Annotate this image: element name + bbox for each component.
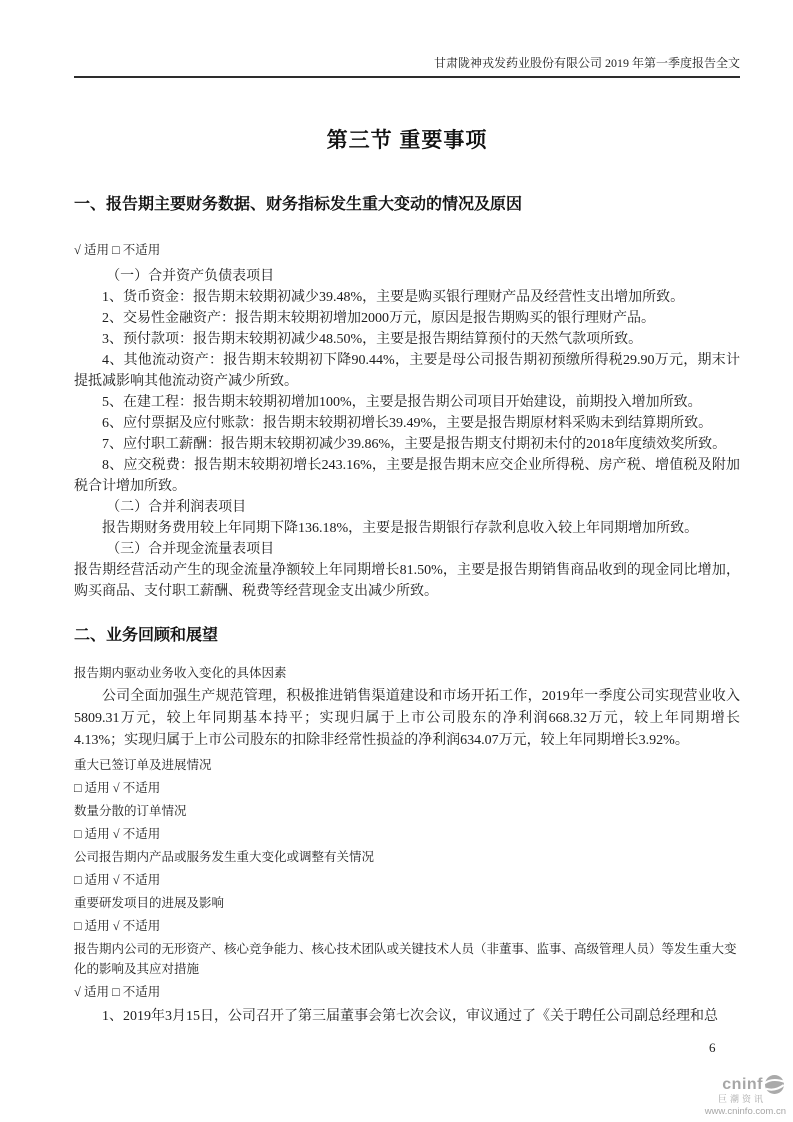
qa-applicable-intangible-assets: √ 适用 □ 不适用 bbox=[74, 985, 161, 999]
subsection-cash-flow-label: （三）合并现金流量表项目 bbox=[106, 542, 275, 557]
page-title: 第三节 重要事项 bbox=[326, 129, 488, 152]
cninfo-chinese-name: 巨潮资讯 bbox=[717, 1094, 766, 1104]
qa-applicable-signed-orders: □ 适用 √ 不适用 bbox=[74, 781, 161, 795]
subsection-balance-sheet-label: （一）合并资产负债表项目 bbox=[106, 269, 275, 284]
cninfo-brand-text: cninf bbox=[722, 1075, 763, 1093]
balance-sheet-item-3: 3、预付款项：报告期末较期初减少48.50%，主要是报告期结算预付的天然气款项所致。 bbox=[102, 332, 643, 347]
balance-sheet-item-7: 7、应付职工薪酬：报告期末较期初减少39.86%，主要是报告期支付期初未付的2018年度绩效奖所致。 bbox=[102, 437, 727, 452]
qa-label-scattered-orders: 数量分散的订单情况 bbox=[74, 804, 187, 818]
income-statement-note: 报告期财务费用较上年同期下降136.18%，主要是报告期银行存款利息收入较上年同期增加所致。 bbox=[102, 521, 699, 536]
cninfo-logo-row bbox=[677, 1074, 787, 1095]
qa-applicable-product-changes: □ 适用 √ 不适用 bbox=[74, 873, 161, 887]
balance-sheet-item-5: 5、在建工程：报告期末较期初增加100%，主要是报告期公司项目开始建设，前期投入增加所致。 bbox=[102, 395, 702, 410]
cninfo-logo bbox=[677, 1074, 787, 1117]
qa-applicable-scattered-orders: □ 适用 √ 不适用 bbox=[74, 827, 161, 841]
page-number: 6 bbox=[709, 1040, 716, 1055]
balance-sheet-item-2: 2、交易性金融资产：报告期末较期初增加2000万元，原因是报告期购买的银行理财产品。 bbox=[102, 311, 655, 326]
qa-label-rd-projects: 重要研发项目的进展及影响 bbox=[74, 896, 225, 910]
balance-sheet-item-4: 4、其他流动资产：报告期末较期初下降90.44%，主要是母公司报告期初预缴所得税29.90万元，期末计提抵减影响其他流动资产减少所致。 bbox=[74, 353, 740, 389]
balance-sheet-item-6: 6、应付票据及应付账款：报告期末较期初增长39.49%，主要是报告期原材料采购未到结算期所致。 bbox=[102, 416, 713, 431]
balance-sheet-item-1: 1、货币资金：报告期末较期初减少39.48%，主要是购买银行理财产品及经营性支出增加所致。 bbox=[102, 290, 685, 305]
qa-label-product-changes: 公司报告期内产品或服务发生重大变化或调整有关情况 bbox=[74, 850, 375, 864]
page-header bbox=[74, 55, 740, 78]
qa-label-signed-orders: 重大已签订单及进展情况 bbox=[74, 758, 212, 772]
header-title: 甘肃陇神戎发药业股份有限公司 2019 年第一季度报告全文 bbox=[433, 56, 740, 70]
page-content bbox=[74, 55, 740, 1027]
revenue-driver-label: 报告期内驱动业务收入变化的具体因素 bbox=[74, 666, 287, 680]
cninfo-url: www.cninfo.com.cn bbox=[704, 1106, 786, 1117]
cash-flow-note: 报告期经营活动产生的现金流量净额较上年同期增长81.50%，主要是报告期销售商品收到的现金同比增加，购买商品、支付职工薪酬、税费等经营现金支出减少所致。 bbox=[74, 563, 740, 599]
section1-heading: 一、报告期主要财务数据、财务指标发生重大变动的情况及原因 bbox=[74, 196, 523, 213]
section1-applicable-line: √ 适用 □ 不适用 bbox=[74, 243, 161, 257]
board-meeting-paragraph: 1、2019年3月15日，公司召开了第三届董事会第七次会议，审议通过了《关于聘任公司副总经理和总 bbox=[102, 1009, 718, 1024]
section2-heading: 二、业务回顾和展望 bbox=[74, 627, 219, 644]
balance-sheet-item-8: 8、应交税费：报告期末较期初增长243.16%，主要是报告期末应交企业所得税、房产税、增值税及附加税合计增加所致。 bbox=[74, 458, 740, 494]
qa-applicable-rd-projects: □ 适用 √ 不适用 bbox=[74, 919, 161, 933]
business-review-paragraph: 公司全面加强生产规范管理，积极推进销售渠道建设和市场开拓工作，2019年一季度公司实现营业收入5809.31万元，较上年同期基本持平；实现归属于上市公司股东的净利润668.32万元，较上年同期增长4.13%；实现归属于上市公司股东的扣除非经常性损益的净利润634.07万元，较上年同期增长3.92%。 bbox=[74, 689, 740, 748]
qa-label-intangible-assets: 报告期内公司的无形资产、核心竞争能力、核心技术团队或关键技术人员（非董事、监事、高级管理人员）等发生重大变化的影响及其应对措施 bbox=[74, 942, 737, 976]
cninfo-swirl-icon bbox=[764, 1074, 785, 1095]
subsection-income-statement-label: （二）合并利润表项目 bbox=[106, 500, 247, 515]
